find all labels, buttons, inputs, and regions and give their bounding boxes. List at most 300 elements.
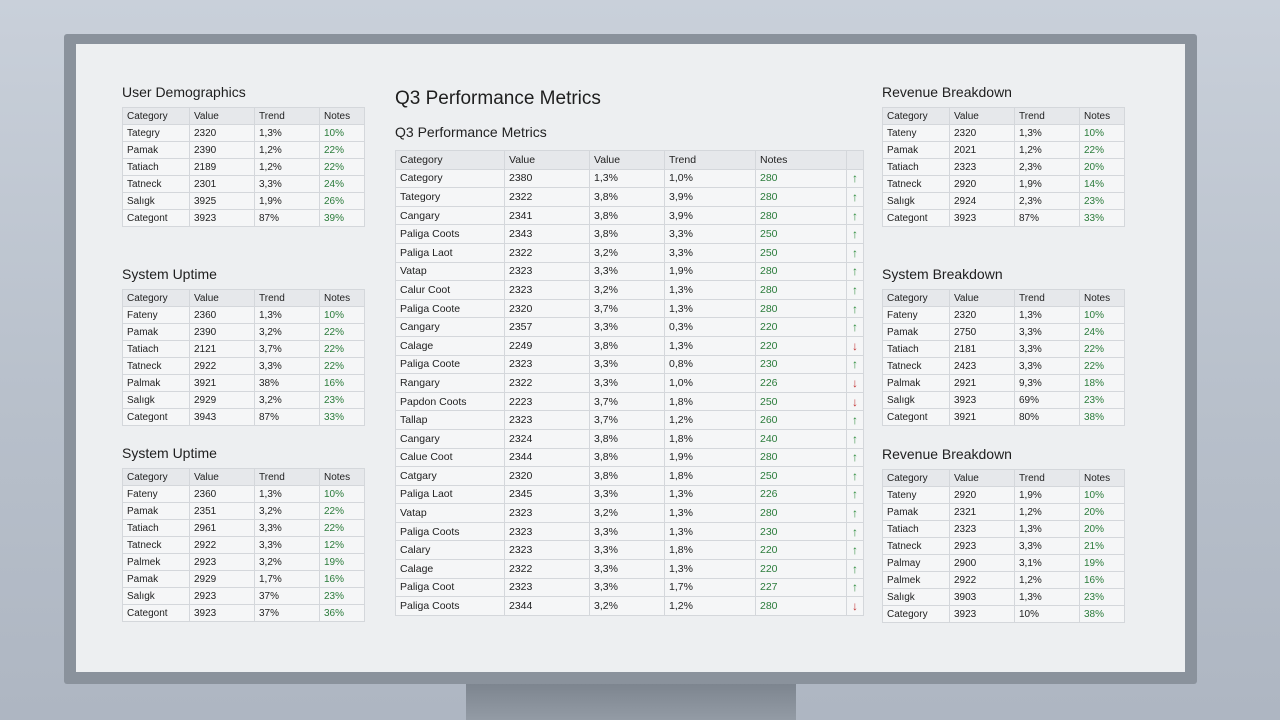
table-cell: 3,1% xyxy=(1015,555,1080,572)
column-header[interactable]: Trend xyxy=(255,469,320,486)
table-row xyxy=(123,605,365,622)
column-header[interactable]: Notes xyxy=(1080,470,1125,487)
table-cell: 1,3% xyxy=(665,560,756,579)
table-cell: 280 xyxy=(756,448,847,467)
table-cell: 22% xyxy=(320,324,365,341)
table-cell: 24% xyxy=(320,176,365,193)
table-cell: Salıgk xyxy=(883,589,950,606)
table-title: Q3 Performance Metrics xyxy=(395,124,547,140)
table-row xyxy=(883,392,1125,409)
table-cell: 3,7% xyxy=(590,299,665,318)
table-cell: 2323 xyxy=(505,578,590,597)
table-cell: 2322 xyxy=(505,188,590,207)
table-cell: 1,3% xyxy=(1015,589,1080,606)
table-cell: 33% xyxy=(1080,210,1125,227)
table-cell: Tateny xyxy=(883,487,950,504)
table-cell: Tatneck xyxy=(883,538,950,555)
table-cell: Palmak xyxy=(123,375,190,392)
table-cell: 1,7% xyxy=(255,571,320,588)
table-cell: 2323 xyxy=(950,521,1015,538)
panel-title: System Uptime xyxy=(122,266,217,282)
table-cell: 240 xyxy=(756,429,847,448)
table-cell: 1,2% xyxy=(665,411,756,430)
table-cell: 3,3% xyxy=(665,225,756,244)
table-cell: 16% xyxy=(1080,572,1125,589)
arrow-up-icon: ↑ xyxy=(847,429,864,448)
table-header-row xyxy=(883,108,1125,125)
table-cell: 220 xyxy=(756,560,847,579)
table-cell: 2322 xyxy=(505,243,590,262)
column-header[interactable]: Category xyxy=(123,290,190,307)
table-cell: 23% xyxy=(320,392,365,409)
table-cell: 1,3% xyxy=(665,485,756,504)
table-cell: Pamak xyxy=(123,324,190,341)
table-cell: 19% xyxy=(1080,555,1125,572)
table-cell: 3,3% xyxy=(255,537,320,554)
table-cell: 3,8% xyxy=(590,206,665,225)
column-header[interactable]: Trend xyxy=(255,108,320,125)
table-cell: Palmak xyxy=(883,375,950,392)
table-cell: Tatiach xyxy=(123,520,190,537)
table-row xyxy=(883,555,1125,572)
table-cell: 3923 xyxy=(950,606,1015,623)
table-cell: 1,3% xyxy=(665,281,756,300)
table-cell: 1,3% xyxy=(1015,521,1080,538)
table-cell: 1,8% xyxy=(665,392,756,411)
table-cell: 250 xyxy=(756,467,847,486)
table-row xyxy=(883,341,1125,358)
column-header[interactable]: Notes xyxy=(320,108,365,125)
arrow-down-icon: ↓ xyxy=(847,374,864,393)
table-cell: 3,3% xyxy=(1015,538,1080,555)
arrow-up-icon: ↑ xyxy=(847,225,864,244)
column-header[interactable]: Category xyxy=(123,108,190,125)
column-header[interactable]: Value xyxy=(950,290,1015,307)
table-cell: Tategry xyxy=(123,125,190,142)
table-row xyxy=(396,299,864,318)
table-cell: Paliga Coote xyxy=(396,299,505,318)
table-cell: 2961 xyxy=(190,520,255,537)
table-cell: Rangary xyxy=(396,374,505,393)
table-cell: Paliga Laot xyxy=(396,243,505,262)
table-cell: 69% xyxy=(1015,392,1080,409)
table-row xyxy=(123,375,365,392)
table-row xyxy=(883,606,1125,623)
table-cell: 1,8% xyxy=(665,467,756,486)
table-cell: 3,3% xyxy=(590,485,665,504)
table-cell: 230 xyxy=(756,522,847,541)
table-row xyxy=(883,589,1125,606)
table-cell: 3,3% xyxy=(255,358,320,375)
table-cell: 20% xyxy=(1080,504,1125,521)
table-row xyxy=(396,485,864,504)
table-cell: 227 xyxy=(756,578,847,597)
arrow-up-icon: ↑ xyxy=(847,485,864,504)
panel-title: System Breakdown xyxy=(882,266,1003,282)
arrow-down-icon: ↓ xyxy=(847,336,864,355)
table-cell: 3,3% xyxy=(590,578,665,597)
revenue-breakdown-table-2 xyxy=(882,469,1125,623)
table-cell: 260 xyxy=(756,411,847,430)
table-cell: Palmek xyxy=(123,554,190,571)
table-row xyxy=(123,176,365,193)
column-header[interactable]: Value xyxy=(190,108,255,125)
table-cell: 280 xyxy=(756,504,847,523)
table-cell: Tatiach xyxy=(883,341,950,358)
arrow-up-icon: ↑ xyxy=(847,206,864,225)
table-cell: 3921 xyxy=(950,409,1015,426)
table-cell: Category xyxy=(396,169,505,188)
table-cell: 3,3% xyxy=(1015,341,1080,358)
table-cell: Salıgk xyxy=(883,193,950,210)
table-row xyxy=(123,520,365,537)
table-cell: 2380 xyxy=(505,169,590,188)
table-cell: 3,8% xyxy=(590,429,665,448)
table-row xyxy=(123,125,365,142)
table-cell: 9,3% xyxy=(1015,375,1080,392)
table-cell: 1,3% xyxy=(255,307,320,324)
table-cell: Paliga Coots xyxy=(396,225,505,244)
column-header[interactable]: Trend xyxy=(1015,290,1080,307)
table-cell: 0,8% xyxy=(665,355,756,374)
table-cell: Calur Coot xyxy=(396,281,505,300)
table-cell: 2343 xyxy=(505,225,590,244)
column-header[interactable]: Value xyxy=(590,151,665,170)
table-header-row xyxy=(883,470,1125,487)
table-cell: 22% xyxy=(320,520,365,537)
table-cell: 23% xyxy=(1080,392,1125,409)
table-row xyxy=(396,336,864,355)
table-cell: 23% xyxy=(1080,193,1125,210)
system-uptime-table-2 xyxy=(122,468,365,622)
column-header[interactable] xyxy=(847,151,864,170)
table-cell: 2390 xyxy=(190,324,255,341)
table-cell: 3,3% xyxy=(590,522,665,541)
table-cell: 16% xyxy=(320,375,365,392)
table-cell: 2423 xyxy=(950,358,1015,375)
column-header[interactable]: Notes xyxy=(320,290,365,307)
user-demographics-table xyxy=(122,107,365,227)
table-row xyxy=(396,578,864,597)
table-row xyxy=(123,324,365,341)
table-cell: 220 xyxy=(756,318,847,337)
column-header[interactable]: Value xyxy=(505,151,590,170)
table-cell: 2320 xyxy=(950,307,1015,324)
table-cell: 18% xyxy=(1080,375,1125,392)
table-cell: 2181 xyxy=(950,341,1015,358)
table-row xyxy=(123,588,365,605)
column-header[interactable]: Trend xyxy=(1015,470,1080,487)
table-cell: 1,2% xyxy=(255,159,320,176)
table-cell: 2360 xyxy=(190,486,255,503)
table-cell: 80% xyxy=(1015,409,1080,426)
table-cell: 87% xyxy=(255,409,320,426)
table-row xyxy=(123,358,365,375)
table-cell: 2,3% xyxy=(1015,159,1080,176)
table-cell: 12% xyxy=(320,537,365,554)
arrow-up-icon: ↑ xyxy=(847,262,864,281)
q3-performance-panel xyxy=(395,88,864,616)
table-cell: 38% xyxy=(1080,409,1125,426)
table-row xyxy=(396,318,864,337)
table-cell: 14% xyxy=(1080,176,1125,193)
table-cell: 2323 xyxy=(505,522,590,541)
table-row xyxy=(123,571,365,588)
revenue-breakdown-panel xyxy=(882,84,1125,227)
column-header[interactable]: Value xyxy=(190,469,255,486)
column-header[interactable]: Category xyxy=(883,470,950,487)
table-cell: 3,3% xyxy=(590,262,665,281)
column-header[interactable]: Trend xyxy=(1015,108,1080,125)
table-row xyxy=(396,262,864,281)
arrow-up-icon: ↑ xyxy=(847,355,864,374)
table-header-row xyxy=(123,108,365,125)
table-cell: 3,7% xyxy=(590,411,665,430)
table-cell: 2249 xyxy=(505,336,590,355)
table-cell: 3923 xyxy=(190,605,255,622)
table-row xyxy=(883,193,1125,210)
arrow-up-icon: ↑ xyxy=(847,522,864,541)
table-cell: 2323 xyxy=(950,159,1015,176)
table-cell: 22% xyxy=(320,358,365,375)
table-cell: Categont xyxy=(883,210,950,227)
table-cell: 2301 xyxy=(190,176,255,193)
arrow-up-icon: ↑ xyxy=(847,560,864,579)
table-cell: 22% xyxy=(1080,142,1125,159)
table-cell: 2351 xyxy=(190,503,255,520)
table-cell: 3,3% xyxy=(590,374,665,393)
table-cell: 2320 xyxy=(505,299,590,318)
system-uptime-panel-2 xyxy=(122,445,365,622)
table-cell: 2321 xyxy=(950,504,1015,521)
arrow-down-icon: ↓ xyxy=(847,597,864,616)
table-row xyxy=(123,341,365,358)
table-cell: 3,3% xyxy=(665,243,756,262)
table-cell: 1,9% xyxy=(1015,487,1080,504)
table-cell: Tategory xyxy=(396,188,505,207)
table-row xyxy=(883,521,1125,538)
table-cell: 22% xyxy=(320,159,365,176)
table-row xyxy=(123,210,365,227)
table-cell: 1,2% xyxy=(255,142,320,159)
table-row xyxy=(396,169,864,188)
column-header[interactable]: Value xyxy=(950,108,1015,125)
table-cell: 1,0% xyxy=(665,169,756,188)
table-cell: 22% xyxy=(1080,341,1125,358)
table-cell: 2320 xyxy=(950,125,1015,142)
table-cell: 20% xyxy=(1080,159,1125,176)
column-header[interactable]: Category xyxy=(396,151,505,170)
table-cell: 2345 xyxy=(505,485,590,504)
table-row xyxy=(123,537,365,554)
monitor-stand xyxy=(466,684,796,720)
table-cell: 10% xyxy=(1080,125,1125,142)
system-breakdown-panel xyxy=(882,266,1125,426)
column-header[interactable]: Category xyxy=(883,290,950,307)
column-header[interactable]: Value xyxy=(950,470,1015,487)
table-row xyxy=(123,503,365,520)
table-cell: 220 xyxy=(756,541,847,560)
table-cell: 280 xyxy=(756,281,847,300)
table-cell: 3925 xyxy=(190,193,255,210)
table-cell: Category xyxy=(883,606,950,623)
arrow-up-icon: ↑ xyxy=(847,243,864,262)
table-cell: Cangary xyxy=(396,429,505,448)
table-cell: 280 xyxy=(756,169,847,188)
user-demographics-panel xyxy=(122,84,365,227)
table-cell: Tatiach xyxy=(123,341,190,358)
table-cell: 1,0% xyxy=(665,374,756,393)
column-header[interactable]: Category xyxy=(123,469,190,486)
table-row xyxy=(883,307,1125,324)
table-cell: Fateny xyxy=(123,307,190,324)
table-cell: 2357 xyxy=(505,318,590,337)
table-cell: 226 xyxy=(756,374,847,393)
table-cell: Vatap xyxy=(396,504,505,523)
table-cell: Tatneck xyxy=(123,537,190,554)
table-cell: Cangary xyxy=(396,206,505,225)
table-cell: 3,2% xyxy=(255,324,320,341)
table-cell: 3903 xyxy=(950,589,1015,606)
arrow-up-icon: ↑ xyxy=(847,448,864,467)
table-cell: Calage xyxy=(396,560,505,579)
table-cell: 1,3% xyxy=(1015,125,1080,142)
table-cell: 2922 xyxy=(950,572,1015,589)
table-cell: 2344 xyxy=(505,448,590,467)
table-cell: Tatneck xyxy=(123,358,190,375)
table-cell: 3,3% xyxy=(1015,324,1080,341)
table-cell: 38% xyxy=(1080,606,1125,623)
table-cell: 23% xyxy=(320,588,365,605)
table-cell: Fateny xyxy=(883,307,950,324)
table-row xyxy=(396,188,864,207)
table-cell: 2341 xyxy=(505,206,590,225)
table-cell: 280 xyxy=(756,262,847,281)
column-header[interactable]: Value xyxy=(190,290,255,307)
table-cell: 3,3% xyxy=(590,541,665,560)
table-cell: 3,2% xyxy=(590,597,665,616)
table-cell: 2922 xyxy=(190,358,255,375)
table-cell: 2923 xyxy=(190,588,255,605)
table-cell: Tatneck xyxy=(883,176,950,193)
table-header-row xyxy=(123,469,365,486)
table-cell: 87% xyxy=(1015,210,1080,227)
table-cell: 10% xyxy=(1080,307,1125,324)
table-cell: 22% xyxy=(320,142,365,159)
table-cell: 3,8% xyxy=(590,336,665,355)
arrow-up-icon: ↑ xyxy=(847,467,864,486)
table-row xyxy=(883,125,1125,142)
table-cell: 3,3% xyxy=(590,318,665,337)
panel-title: Revenue Breakdown xyxy=(882,446,1012,462)
table-cell: 1,2% xyxy=(665,597,756,616)
table-cell: 2922 xyxy=(190,537,255,554)
table-cell: 3943 xyxy=(190,409,255,426)
table-cell: 280 xyxy=(756,299,847,318)
revenue-breakdown-table xyxy=(882,107,1125,227)
table-cell: Pamak xyxy=(883,504,950,521)
table-cell: 3,8% xyxy=(590,448,665,467)
table-cell: 2750 xyxy=(950,324,1015,341)
table-cell: Salıgk xyxy=(883,392,950,409)
column-header[interactable]: Trend xyxy=(255,290,320,307)
table-cell: 2900 xyxy=(950,555,1015,572)
table-cell: 39% xyxy=(320,210,365,227)
table-cell: 1,8% xyxy=(665,541,756,560)
arrow-up-icon: ↑ xyxy=(847,299,864,318)
column-header[interactable]: Notes xyxy=(756,151,847,170)
table-cell: Paliga Coote xyxy=(396,355,505,374)
table-cell: 2323 xyxy=(505,281,590,300)
table-cell: Calary xyxy=(396,541,505,560)
table-row xyxy=(123,554,365,571)
table-cell: 2360 xyxy=(190,307,255,324)
table-cell: 3,3% xyxy=(590,560,665,579)
table-cell: 3923 xyxy=(190,210,255,227)
table-cell: 2923 xyxy=(190,554,255,571)
table-cell: 2324 xyxy=(505,429,590,448)
column-header[interactable]: Notes xyxy=(1080,108,1125,125)
table-cell: Paliga Laot xyxy=(396,485,505,504)
table-cell: 3,3% xyxy=(1015,358,1080,375)
column-header[interactable]: Trend xyxy=(665,151,756,170)
table-cell: 1,3% xyxy=(665,522,756,541)
table-row xyxy=(123,392,365,409)
table-cell: Salıgk xyxy=(123,588,190,605)
table-row xyxy=(396,522,864,541)
table-cell: Pamak xyxy=(883,142,950,159)
column-header[interactable]: Category xyxy=(883,108,950,125)
table-cell: Tatneck xyxy=(883,358,950,375)
table-cell: 1,3% xyxy=(255,125,320,142)
table-cell: Pamak xyxy=(123,571,190,588)
table-row xyxy=(883,176,1125,193)
table-row xyxy=(396,206,864,225)
table-cell: 2323 xyxy=(505,504,590,523)
table-cell: 38% xyxy=(255,375,320,392)
table-cell: Vatap xyxy=(396,262,505,281)
table-cell: Tatneck xyxy=(123,176,190,193)
table-cell: 1,9% xyxy=(665,262,756,281)
table-row xyxy=(123,193,365,210)
table-cell: Categont xyxy=(123,605,190,622)
table-cell: Calage xyxy=(396,336,505,355)
table-row xyxy=(123,486,365,503)
table-row xyxy=(123,307,365,324)
table-cell: 37% xyxy=(255,605,320,622)
arrow-up-icon: ↑ xyxy=(847,318,864,337)
system-breakdown-table xyxy=(882,289,1125,426)
table-cell: 1,3% xyxy=(665,336,756,355)
column-header[interactable]: Notes xyxy=(320,469,365,486)
table-row xyxy=(396,467,864,486)
table-cell: 2920 xyxy=(950,176,1015,193)
table-cell: Tatiach xyxy=(123,159,190,176)
column-header[interactable]: Notes xyxy=(1080,290,1125,307)
table-cell: 2323 xyxy=(505,355,590,374)
table-cell: Cangary xyxy=(396,318,505,337)
table-cell: 22% xyxy=(1080,358,1125,375)
table-cell: 10% xyxy=(320,307,365,324)
table-cell: 1,9% xyxy=(665,448,756,467)
table-row xyxy=(396,541,864,560)
table-cell: Paliga Coot xyxy=(396,578,505,597)
table-cell: Fateny xyxy=(123,486,190,503)
table-cell: 220 xyxy=(756,336,847,355)
table-cell: 3,9% xyxy=(665,206,756,225)
system-uptime-panel xyxy=(122,266,365,426)
table-cell: 2322 xyxy=(505,374,590,393)
